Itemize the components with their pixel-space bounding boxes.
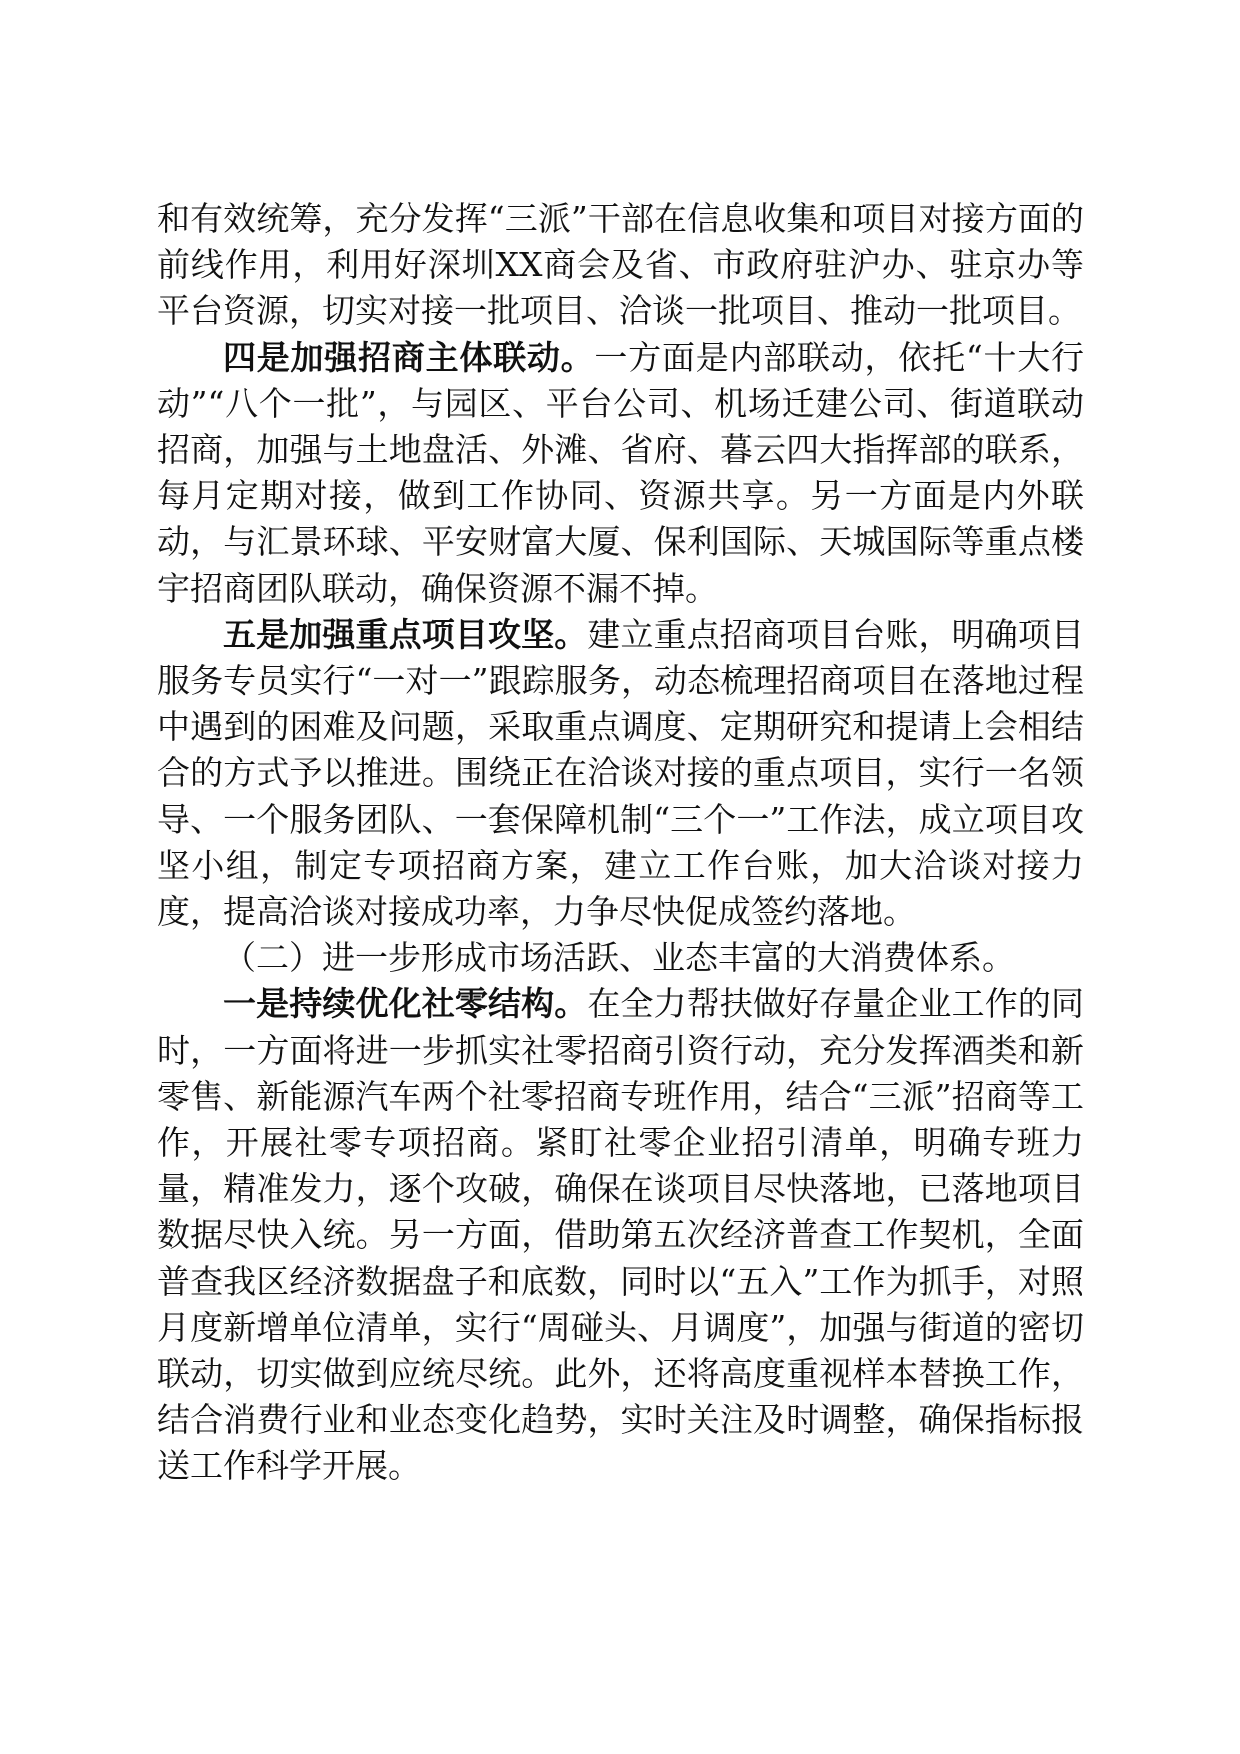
paragraph-point-five [157, 612, 1084, 935]
paragraph-text: 在全力帮扶做好存量企业工作的同时，一方面将进一步抓实社零招商引资行动，充分发挥酒类和新零售、新能源汽车两个社零招商专班作用，结合“三派”招商等工作，开展社零专项招商。紧盯社零企业招引清单，明确专班力量，精准发力，逐个攻破，确保在谈项目尽快落地，已落地项目数据尽快入统。另一方面，借助第五次经济普查工作契机，全面普查我区经济数据盘子和底数，同时以“五入”工作为抓手，对照月度新增单位清单，实行“周碰头、月调度”，加强与街道的密切联动，切实做到应统尽统。此外，还将高度重视样本替换工作，结合消费行业和业态变化趋势，实时关注及时调整，确保指标报送工作科学开展。 [157, 984, 1085, 1486]
paragraph-point-four [157, 335, 1084, 612]
paragraph-lead: 四是加强招商主体联动。 [223, 337, 595, 377]
paragraph-lead: 五是加强重点项目攻坚。 [223, 614, 588, 654]
paragraph-lead: 一是持续优化社零结构。 [223, 984, 588, 1024]
paragraph-text: 和有效统筹，充分发挥“三派”干部在信息收集和项目对接方面的前线作用，利用好深圳XX商会及省、市政府驻沪办、驻京办等平台资源，切实对接一批项目、洽谈一批项目、推动一批项目。 [157, 199, 1084, 331]
paragraph-point-one [157, 981, 1084, 1489]
paragraph-text: 一方面是内部联动，依托“十大行动”“八个一批”，与园区、平台公司、机场迁建公司、街道联动招商，加强与土地盘活、外滩、省府、暮云四大指挥部的联系，每月定期对接，做到工作协同、资源共享。另一方面是内外联动，与汇景环球、平安财富大厦、保利国际、天城国际等重点楼宇招商团队联动，确保资源不漏不掉。 [157, 337, 1085, 608]
document-body [157, 196, 1084, 1490]
paragraph-text: 建立重点招商项目台账，明确项目服务专员实行“一对一”跟踪服务，动态梳理招商项目在落地过程中遇到的困难及问题，采取重点调度、定期研究和提请上会相结合的方式予以推进。围绕正在洽谈对接的重点项目，实行一名领导、一个服务团队、一套保障机制“三个一”工作法，成立项目攻坚小组，制定专项招商方案，建立工作台账，加大洽谈对接力度，提高洽谈对接成功率，力争尽快促成签约落地。 [157, 614, 1085, 932]
paragraph-continuation [157, 196, 1084, 335]
section-heading: （二）进一步形成市场活跃、业态丰富的大消费体系。 [223, 938, 1015, 978]
